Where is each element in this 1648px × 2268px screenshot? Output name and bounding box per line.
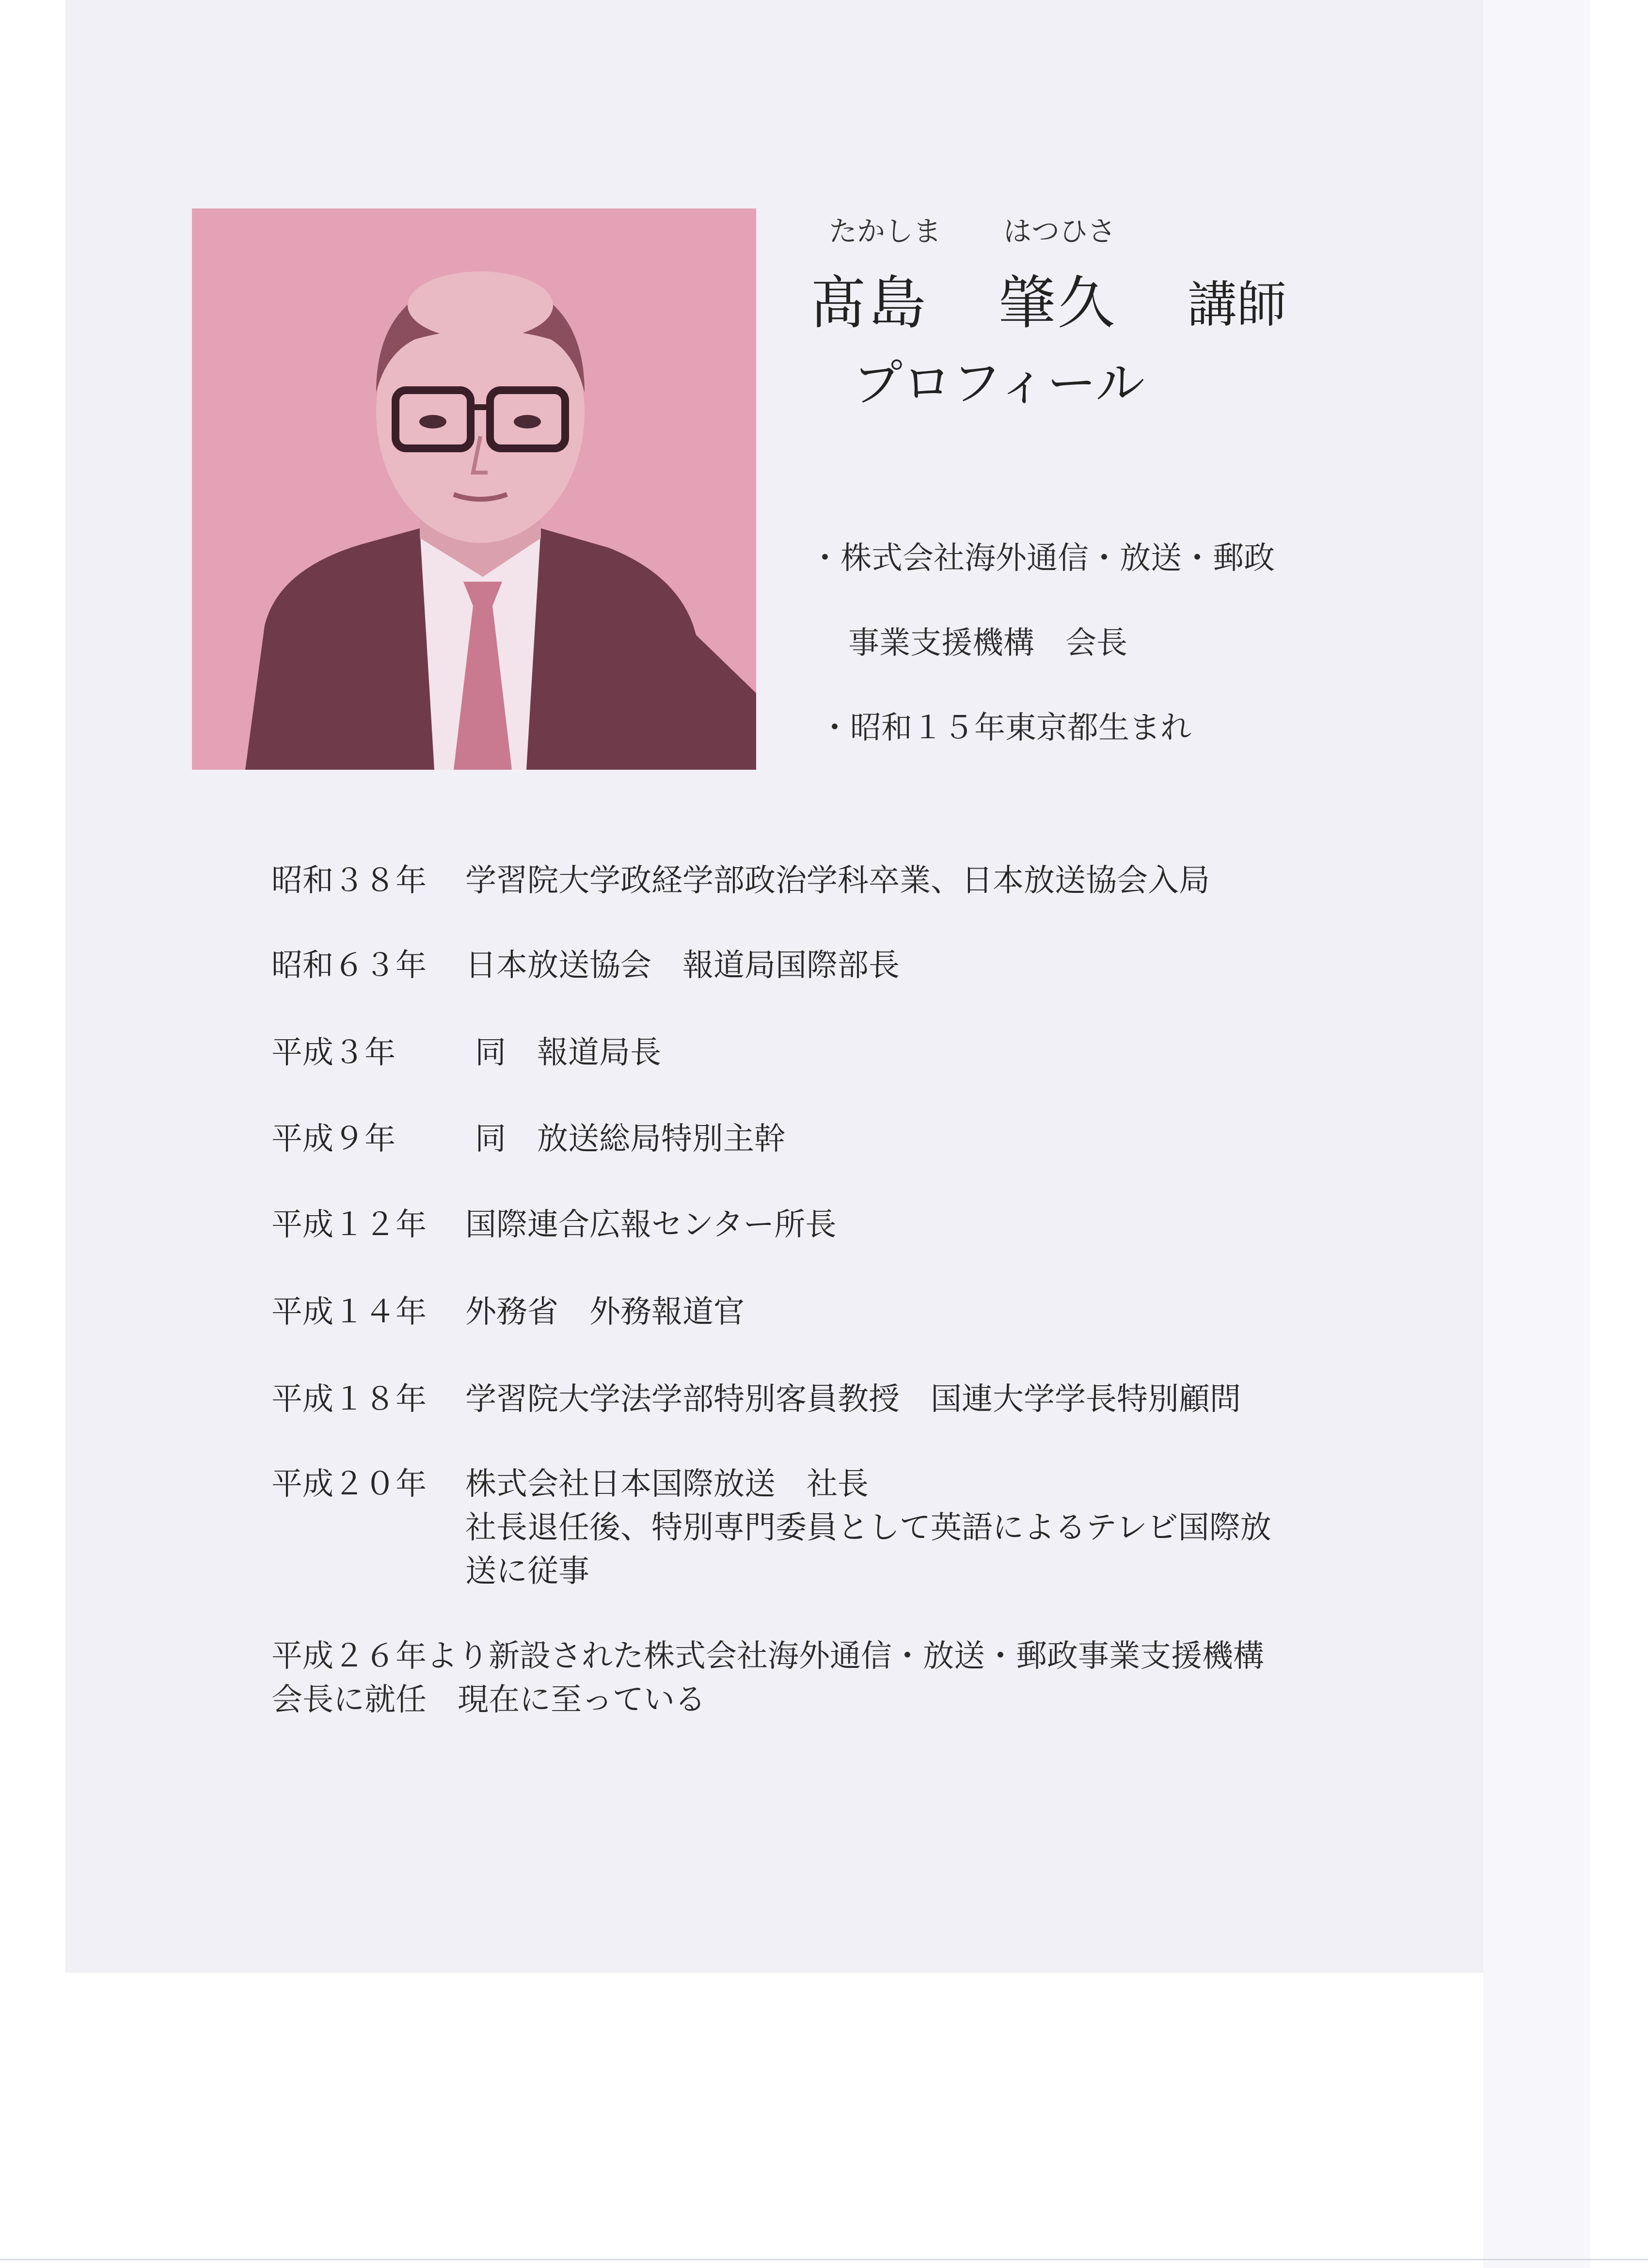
intro-line-2: 事業支援機構 会長 xyxy=(848,625,1127,661)
given-name: 肇久 xyxy=(998,270,1117,336)
role-title: 講師 xyxy=(1188,276,1286,334)
intro-line-1: ・株式会社海外通信・放送・郵政 xyxy=(809,540,1275,576)
paper-edge xyxy=(1483,0,1590,2268)
portrait-photo xyxy=(192,208,756,770)
ruby-given-name: はつひさ xyxy=(1003,215,1116,248)
history-desc: 社長退任後、特別専門委員として英語によるテレビ国際放 xyxy=(465,1510,1271,1546)
history-year: 平成１４年 xyxy=(271,1294,427,1330)
history-year: 平成３年 xyxy=(271,1035,396,1071)
history-desc: 同 放送総局特別主幹 xyxy=(475,1121,785,1157)
family-name: 髙島 xyxy=(809,270,928,336)
history-year: 平成１８年 xyxy=(271,1381,427,1417)
profile-subtitle: プロフィール xyxy=(853,355,1145,412)
portrait-illustration xyxy=(192,208,756,770)
history-desc: 同 報道局長 xyxy=(475,1035,661,1071)
history-desc: 日本放送協会 報道局国際部長 xyxy=(465,948,900,983)
history-year: 昭和６３年 xyxy=(271,948,427,983)
history-desc: 国際連合広報センター所長 xyxy=(465,1207,837,1243)
history-desc: 株式会社日本国際放送 社長 xyxy=(465,1466,869,1502)
history-desc: 送に従事 xyxy=(465,1554,589,1589)
history-year: 平成９年 xyxy=(271,1121,396,1157)
closing-line-1: 平成２６年より新設された株式会社海外通信・放送・郵政事業支援機構 xyxy=(271,1638,1264,1674)
history-desc: 外務省 外務報道官 xyxy=(465,1294,745,1330)
history-year: 昭和３８年 xyxy=(271,863,427,899)
scan-bottom-edge xyxy=(0,2259,1648,2260)
closing-line-2: 会長に就任 現在に至っている xyxy=(271,1682,706,1718)
intro-line-3: ・昭和１５年東京都生まれ xyxy=(819,710,1191,746)
history-desc: 学習院大学法学部特別客員教授 国連大学学長特別顧問 xyxy=(465,1381,1241,1417)
history-desc: 学習院大学政経学部政治学科卒業、日本放送協会入局 xyxy=(465,863,1210,899)
history-year: 平成１２年 xyxy=(271,1207,427,1243)
history-year: 平成２０年 xyxy=(271,1466,427,1502)
ruby-family-name: たかしま xyxy=(829,215,942,248)
